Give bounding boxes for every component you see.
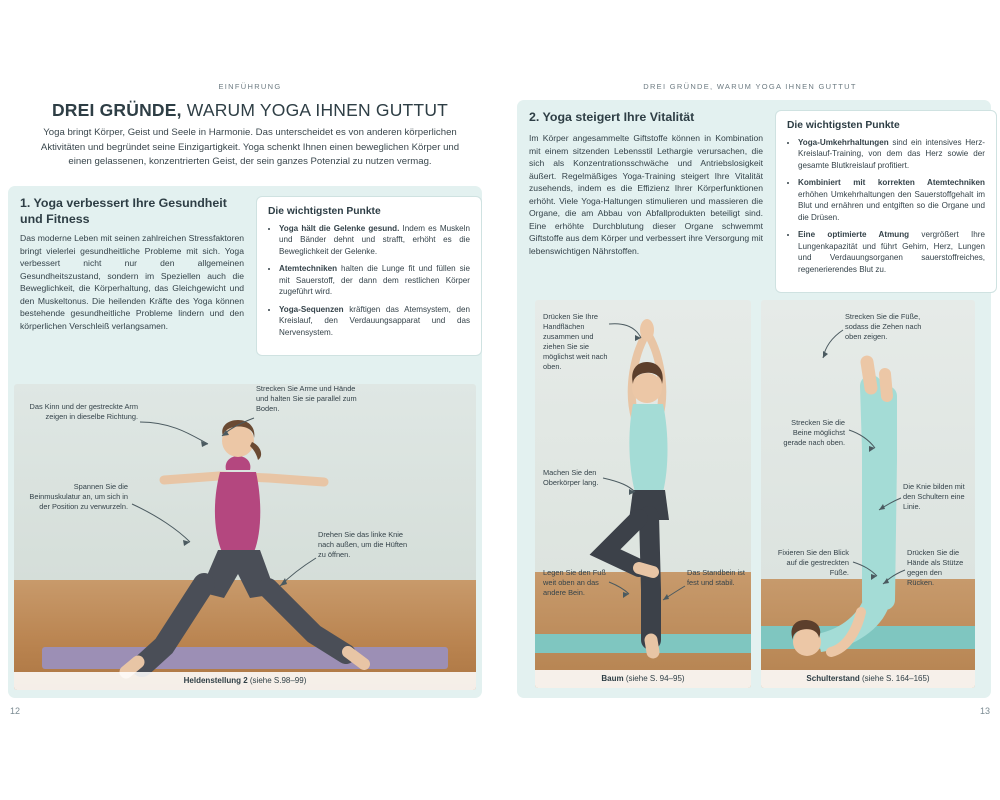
key-point-lead: Eine optimierte Atmung [798,230,910,240]
key-points-box-right [775,110,997,293]
key-point-text: Indem es Muskeln und Bänder dehnt und strafft, erhöht es die Beweglichkeit der Gelenke. [279,224,470,256]
list-item [279,223,470,257]
annotation-arms: Strecken Sie Arme und Hände und halten Sie sie parallel zum Boden. [256,384,357,413]
photo-caption-tree [535,670,751,688]
list-item [798,137,985,171]
caption-bold: Heldenstellung 2 [183,676,248,685]
section-2-body: Im Körper angesammelte Giftstoffe können in Kombination mit einem sitzenden Lebensstil Lethargie verursachen, die sich als Konzentrationsschwäche und Antriebslosigkeit äußert. Regelmäßiges Yoga-Training steigert Ihre Vitalität zusehends, indem es die Effizienz Ihrer Körperfunktionen erhöht. Viele Yoga-Haltungen stimulieren und massieren die Organe, die am Abbau von Abfallprodukten beteiligt sind. Eine erhöhte Durchblutung dieser Organe schwemmt Giftstoffe aus dem Körper und verbessert ihre Versorgung mit lebenswichtigen Nährstoffen. [529,133,763,256]
key-point-text: erhöhen Umkehrhaltungen den Sauerstoffgehalt im Blut und ernähren und entgiften so die Organe und die Drüsen. [798,189,985,222]
key-point-text: sind ein intensives Herz-Kreislauf-Training, von dem das Herz sowie der gesamte Blutkreislauf profitiert. [798,138,985,170]
right-page [500,0,1000,800]
key-points-title-left: Die wichtigsten Punkte [268,206,381,217]
key-points-title-right: Die wichtigsten Punkte [787,120,900,131]
caption-rest: (siehe S. 94–95) [623,674,685,683]
page-title-bold: DREI GRÜNDE, [51,100,182,120]
section-1-body: Das moderne Leben mit seinen zahlreichen Stressfaktoren bringt vielerlei gesundheitliche Probleme mit sich. Yoga verbessert nicht nur den allgemeinen Gesundheitszustand, sondern im Speziellen auch die Beweglichkeit, die Körperhaltung, das Gleichgewicht und den Muskeltonus. Die heilenden Kräfte des Yoga können bestehende gesundheitliche Probleme lindern und den körperlichen Verschleiß verlangsamen. [20,233,244,331]
page-title [30,100,470,121]
key-points-list-left [268,223,470,338]
key-points-list-right [787,137,985,275]
page-number-right: 13 [979,706,990,716]
key-point-text: kräftigen das Atemsystem, den Kreislauf, den Verdauungsapparat und das Nervensystem. [279,304,470,337]
running-head-left: EINFÜHRUNG [218,82,282,91]
annotation-hip: Drehen Sie das linke Knie nach außen, um die Hüften zu öffnen. [318,530,408,559]
photo-caption-warrior [14,672,476,690]
list-item [279,263,470,297]
section-2-title: 2. Yoga steigert Ihre Vitalität [529,110,695,124]
key-point-lead: Atemtechniken [279,264,338,274]
key-point-lead: Yoga-Umkehrhaltungen [798,138,889,147]
page-number-left: 12 [10,706,21,716]
intro-paragraph: Yoga bringt Körper, Geist und Seele in Harmonie. Das unterscheidet es von anderen körperlichen Aktivitäten und begründet seine Einzigartigkeit. Yoga schenkt Ihnen einen beweglichen Körper und einen gelassenen, konzentrierten Geist, der sein ganzes Potenzial zu nutzen vermag. [40,127,460,168]
list-item [798,229,985,275]
annotation-chin: Das Kinn und der gestreckte Arm zeigen in dieselbe Richtung. [29,402,138,421]
section-1-card [8,186,482,698]
annotation-gaze: Fixieren Sie den Blick auf die gestreckten Füße. [777,548,849,577]
section-1-title: 1. Yoga verbessert Ihre Gesundheit und Fitness [20,196,227,226]
annotation-feet: Strecken Sie die Füße, sodass die Zehen nach oben zeigen. [845,312,922,341]
list-item [798,177,985,223]
annotation-knees: Die Knie bilden mit den Schultern eine Linie. [903,482,965,511]
key-point-lead: Kombiniert mit korrekten Atemtechniken [798,178,985,188]
caption-bold: Schulterstand [806,674,860,683]
key-point-lead: Yoga-Sequenzen [279,304,344,314]
photo-caption-shoulderstand [761,670,975,688]
key-points-box-left [256,196,482,356]
annotation-standing-leg: Das Standbein ist fest und stabil. [687,568,745,587]
caption-bold: Baum [601,674,624,683]
section-2-card [517,100,991,698]
running-head-right: DREI GRÜNDE, WARUM YOGA IHNEN GUTTUT [643,82,857,91]
key-point-text: vergrößert Ihre Lungenkapazität und führt Gehirn, Herz, Lungen und Verdauungsorganen sauerstoffreiches, regenerierendes Blut zu. [798,230,986,274]
annotation-legs-up: Strecken Sie die Beine möglichst gerade nach oben. [783,418,845,447]
key-point-lead: Yoga hält die Gelenke gesund. [279,224,400,233]
page-title-rest: WARUM YOGA IHNEN GUTTUT [181,100,449,120]
annotation-torso: Machen Sie den Oberkörper lang. [543,468,599,487]
caption-rest: (siehe S.98–99) [247,676,307,685]
caption-rest: (siehe S. 164–165) [859,674,930,683]
annotation-hands: Drücken Sie Ihre Handflächen zusammen und ziehen Sie sie möglichst weit nach oben. [543,312,608,371]
list-item [279,304,470,338]
annotation-legs: Spannen Sie die Beinmuskulatur an, um sich in der Position zu verwurzeln. [29,482,128,511]
annotation-foot: Legen Sie den Fuß weit oben an das andere Bein. [543,568,606,597]
annotation-hands-support: Drücken Sie die Hände als Stütze gegen den Rücken. [907,548,964,587]
key-point-text: halten die Lunge fit und füllen sie mit Sauerstoff, der dann dem restlichen Körper zugeführt wird. [279,264,470,297]
